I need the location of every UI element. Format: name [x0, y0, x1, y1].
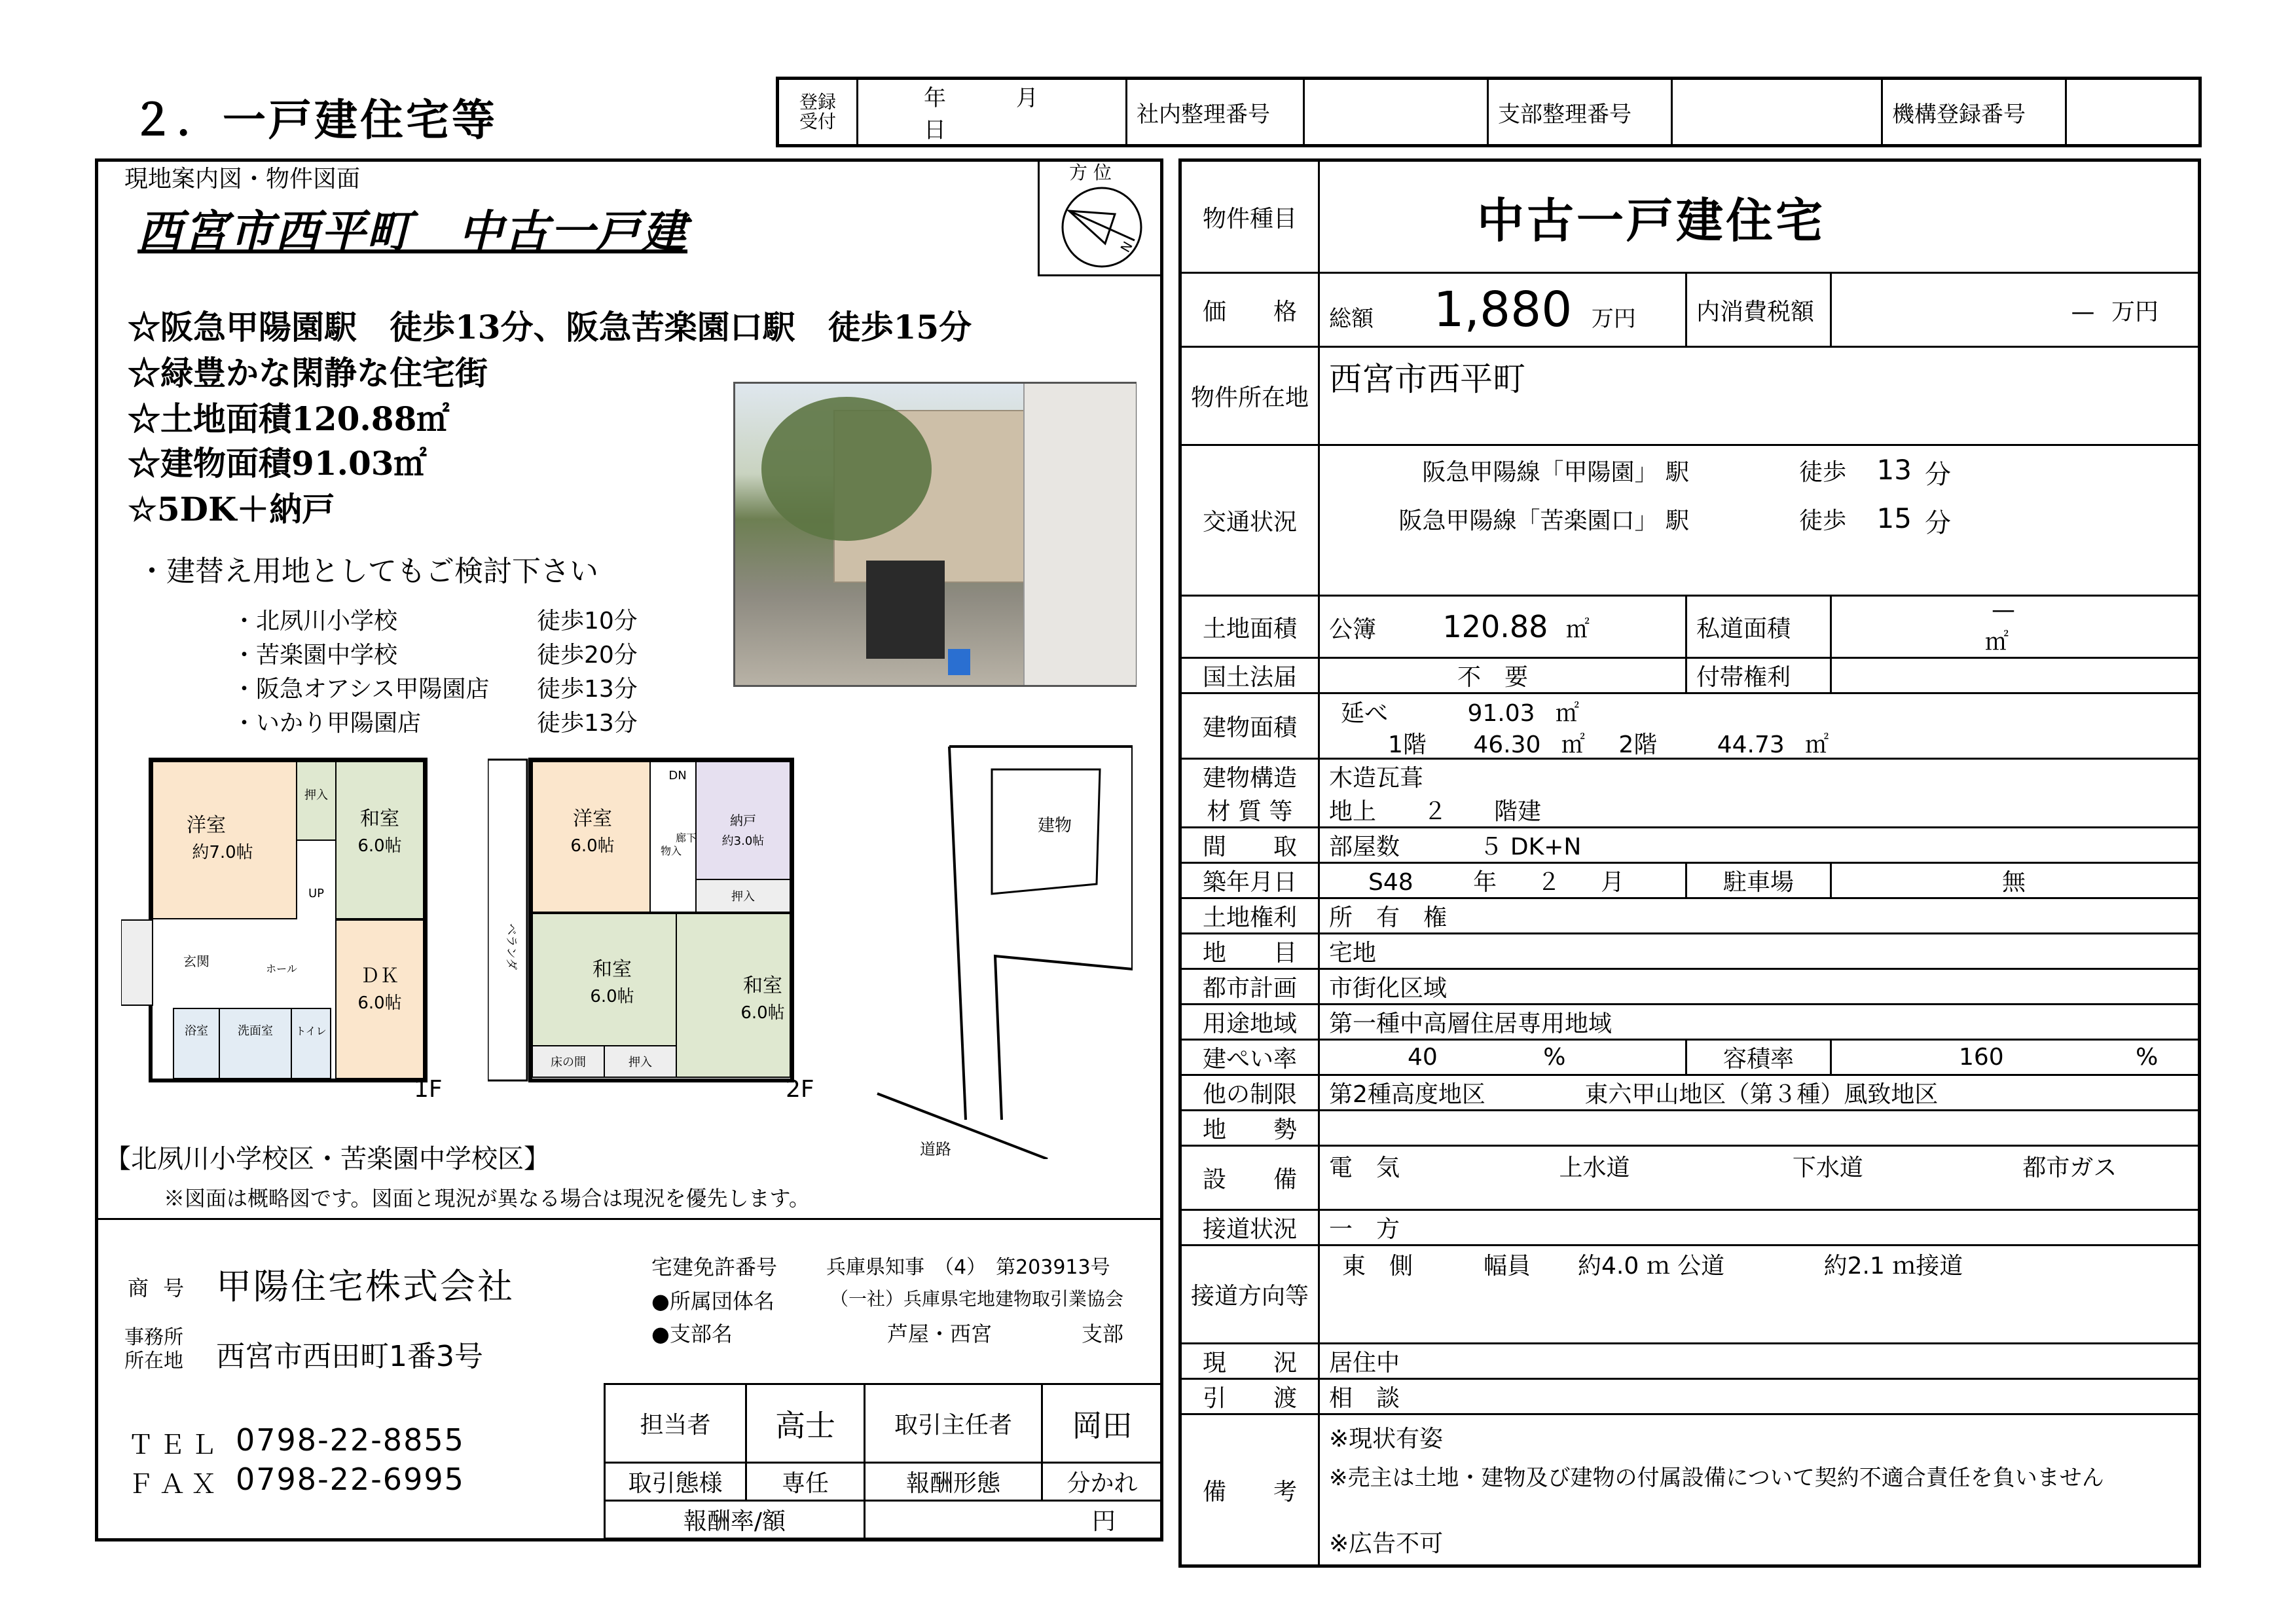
road-direction-label: 接道方向等 [1180, 1246, 1319, 1344]
svg-text:UP: UP [308, 887, 325, 900]
svg-text:DN: DN [668, 769, 687, 783]
floors-value: 地上 ２ 階建 [1319, 793, 2200, 828]
price-total [1319, 273, 1686, 347]
branch-name: 芦屋・西宮 [887, 1321, 993, 1346]
blue-bin [948, 649, 970, 675]
license-number: 兵庫県知事 （4） 第203913号 [826, 1256, 1110, 1279]
svg-text:約7.0帖: 約7.0帖 [192, 843, 253, 862]
group-name: （一社）兵庫県宅地建物取引業協会 [830, 1288, 1124, 1310]
traffic-row: 阪急甲陽線「甲陽園」 駅 徒歩 13 分 [1422, 454, 1951, 490]
svg-text:和室: 和室 [743, 974, 782, 997]
floor-1f-label: 1F [414, 1076, 443, 1103]
price-label: 価 格 [1180, 273, 1319, 347]
parking-label: 駐車場 [1686, 863, 1831, 898]
structure-label: 建物構造 [1180, 759, 1319, 794]
price-unit: 万円 [1591, 306, 1636, 332]
section-label: 現地案内図・物件図面 [124, 166, 361, 193]
chief-name: 岡田 [1042, 1384, 1163, 1463]
person-label: 担当者 [605, 1384, 746, 1463]
status-label: 現 況 [1180, 1344, 1319, 1379]
svg-text:納戸: 納戸 [730, 813, 756, 828]
property-photo [733, 382, 1137, 687]
nearby-item: ・苦楽園中学校 徒歩20分 [232, 642, 638, 669]
feature-layout: ☆5DK＋納戸 [128, 490, 335, 528]
facilities-label: 設 備 [1180, 1146, 1319, 1210]
svg-text:押入: 押入 [731, 890, 755, 904]
fee-unit: 円 [865, 1501, 1163, 1539]
city-plan-value: 市街化区域 [1319, 969, 2200, 1005]
svg-text:N: N [1117, 238, 1136, 255]
far-value: 160 % [1831, 1040, 2200, 1075]
location-label: 物件所在地 [1180, 347, 1319, 445]
spec-table [1178, 158, 2201, 1568]
company-address: 西宮市西田町1番3号 [216, 1340, 483, 1373]
room-western-1f [153, 762, 297, 919]
nearby-item: ・いかり甲陽園店 徒歩13分 [232, 710, 638, 737]
zone-label: 用途地域 [1180, 1005, 1319, 1040]
building-area-value: 延べ 91.03 ㎡ 1階 46.30 ㎡ 2階 44.73 ㎡ [1319, 693, 2200, 759]
svg-text:約3.0帖: 約3.0帖 [721, 834, 765, 848]
svg-text:床の間: 床の間 [551, 1056, 586, 1069]
svg-text:押入: 押入 [304, 788, 328, 802]
company-name: 甲陽住宅株式会社 [216, 1266, 515, 1307]
building-area-label: 建物面積 [1180, 693, 1319, 759]
floor-2f-label: 2F [786, 1076, 814, 1103]
branch-suffix: 支部 [1082, 1321, 1124, 1346]
fee-type-label: 報酬形態 [865, 1463, 1042, 1501]
received-label: 登録 受付 [778, 79, 858, 146]
fax-number: 0798-22-6995 [236, 1462, 465, 1497]
remarks-value: ※現状有姿 ※売主は土地・建物及び建物の付属設備について契約不適合責任を負いません ※広告不可 [1319, 1414, 2200, 1566]
parking-value: 無 [1831, 863, 2200, 898]
branch-label: ●支部名 [651, 1321, 733, 1346]
branch-no-label: 支部整理番号 [1488, 79, 1672, 146]
fax-label: ＦＡＸ [128, 1469, 222, 1500]
nearby-item: ・北夙川小学校 徒歩10分 [232, 608, 638, 635]
company-name-label: 商 号 [128, 1276, 189, 1301]
property-type: 中古一戸建住宅 [1319, 160, 2200, 273]
map-road-label: 道路 [920, 1140, 951, 1158]
floor-plan-1f [121, 753, 462, 1107]
land-right-value: 所 有 権 [1319, 898, 2200, 934]
office-label: 事務所 所在地 [124, 1326, 183, 1373]
far-label: 容積率 [1686, 1040, 1831, 1075]
traffic-value [1319, 445, 2200, 596]
agent-table [604, 1383, 1163, 1540]
svg-text:洋室: 洋室 [573, 807, 612, 830]
private-road-value: — ㎡ [1831, 596, 2200, 658]
feature-access: ☆阪急甲陽園駅 徒歩13分、阪急苦楽園口駅 徒歩15分 [128, 308, 972, 346]
location-value: 西宮市西平町 [1319, 347, 2200, 445]
svg-text:トイレ: トイレ [295, 1025, 327, 1037]
total-label: 総額 [1329, 306, 1374, 332]
structure-value: 木造瓦葺 [1319, 759, 2200, 794]
incidental-value [1831, 658, 2200, 693]
chief-label: 取引主任者 [865, 1384, 1042, 1463]
gate-shape [866, 561, 945, 659]
registration-table [776, 77, 2202, 147]
type-label: 物件種目 [1180, 160, 1319, 273]
svg-text:浴室: 浴室 [185, 1024, 208, 1038]
group-label: ●所属団体名 [651, 1289, 774, 1314]
land-right-label: 土地権利 [1180, 898, 1319, 934]
month-label: 月 [1015, 85, 1038, 111]
svg-text:洗面室: 洗面室 [238, 1024, 273, 1038]
status-value: 居住中 [1319, 1344, 2200, 1379]
svg-text:6.0帖: 6.0帖 [357, 836, 402, 856]
headline: 西宮市西平町 中古一戸建 [137, 206, 688, 258]
terrain-value [1319, 1111, 2200, 1146]
other-restriction-value: 第2種高度地区 東六甲山地区（第３種）風致地区 [1319, 1075, 2200, 1111]
org-no-label: 機構登録番号 [1882, 79, 2066, 146]
company-separator [95, 1218, 1163, 1220]
svg-text:6.0帖: 6.0帖 [740, 1003, 785, 1023]
coverage-label: 建ぺい率 [1180, 1040, 1319, 1075]
incidental-label: 付帯権利 [1686, 658, 1831, 693]
svg-text:物入: 物入 [660, 845, 682, 857]
delivery-value: 相 談 [1319, 1379, 2200, 1414]
national-land-label: 国土法届 [1180, 658, 1319, 693]
svg-text:和室: 和室 [592, 958, 632, 981]
layout-value: 部屋数 ５ DK+N [1319, 828, 2200, 863]
neighbor-wall [1023, 384, 1136, 685]
branch-no-value [1672, 79, 1882, 146]
land-area-value: 公簿 120.88 ㎡ [1319, 596, 1686, 658]
mode-value: 専任 [746, 1463, 865, 1501]
road-direction-value: 東 側 幅員 約4.0 ｍ 公道 約2.1 ｍ接道 [1319, 1246, 2200, 1344]
floor-plan-2f [488, 753, 828, 1107]
school-district: 【北夙川小学校区・苦楽園中学校区】 [105, 1144, 550, 1174]
land-category-value: 宅地 [1319, 934, 2200, 969]
site-map [871, 740, 1133, 1159]
coverage-value: 40 % [1319, 1040, 1686, 1075]
map-building-label: 建物 [1038, 816, 1072, 836]
zone-value: 第一種中高層住居専用地域 [1319, 1005, 2200, 1040]
feature-building-area: ☆建物面積91.03㎡ [128, 444, 427, 483]
total-price: 1,880 [1433, 282, 1573, 338]
tax-unit: 万円 [2111, 298, 2159, 325]
private-road-label: 私道面積 [1686, 596, 1831, 658]
fee-rate-label: 報酬率/額 [605, 1501, 865, 1539]
person-name: 高士 [746, 1384, 865, 1463]
company-no-value [1304, 79, 1488, 146]
company-no-label: 社内整理番号 [1127, 79, 1304, 146]
layout-label: 間 取 [1180, 828, 1319, 863]
tax-amount [1831, 273, 2200, 347]
svg-text:和室: 和室 [360, 807, 399, 830]
land-category-label: 地 目 [1180, 934, 1319, 969]
svg-text:6.0帖: 6.0帖 [357, 993, 402, 1013]
fee-type-value: 分かれ [1042, 1463, 1163, 1501]
delivery-label: 引 渡 [1180, 1379, 1319, 1414]
org-no-value [2066, 79, 2200, 146]
tel-label: ＴＥＬ [128, 1430, 222, 1460]
license-label: 宅建免許番号 [651, 1255, 778, 1280]
tel-number: 0798-22-8855 [236, 1422, 465, 1458]
year-label: 年 [924, 85, 946, 111]
other-restriction-label: 他の制限 [1180, 1075, 1319, 1111]
land-area-label: 土地面積 [1180, 596, 1319, 658]
national-land-value: 不 要 [1319, 658, 1686, 693]
tax-label: 内消費税額 [1686, 273, 1831, 347]
svg-text:洋室: 洋室 [187, 814, 226, 837]
received-date [858, 79, 1127, 146]
facilities-value: 電 気 上水道 下水道 都市ガス [1319, 1146, 2200, 1210]
svg-text:押入: 押入 [629, 1056, 652, 1069]
compass-icon [1053, 181, 1151, 273]
direction-label: 方 位 [1069, 162, 1112, 183]
day-label: 日 [924, 117, 946, 143]
traffic-row: 阪急甲陽線「苦楽園口」 駅 徒歩 15 分 [1398, 502, 1951, 538]
traffic-label: 交通状況 [1180, 445, 1319, 596]
nearby-item: ・阪急オアシス甲陽園店 徒歩13分 [232, 676, 638, 703]
svg-text:ベランダ: ベランダ [504, 923, 518, 970]
direction-box [1038, 158, 1163, 276]
rebuild-note: ・建替え用地としてもご検討下さい [137, 555, 598, 588]
mode-label: 取引態様 [605, 1463, 746, 1501]
road-access-label: 接道状況 [1180, 1210, 1319, 1246]
feature-land-area: ☆土地面積120.88㎡ [128, 399, 450, 438]
tree-shape [761, 397, 932, 541]
tax-value: — [2071, 298, 2095, 325]
drawing-disclaimer: ※図面は概略図です。図面と現況が異なる場合は現況を優先します。 [164, 1186, 810, 1211]
page-title: ２．一戸建住宅等 [131, 95, 498, 145]
svg-text:ホール: ホール [266, 963, 297, 975]
terrain-label: 地 勢 [1180, 1111, 1319, 1146]
svg-text:玄関: 玄関 [183, 953, 210, 969]
svg-text:ＤＫ: ＤＫ [360, 965, 399, 987]
road-access-value: 一 方 [1319, 1210, 2200, 1246]
material-label: 材 質 等 [1180, 793, 1319, 828]
nearby-list [232, 602, 665, 739]
built-value: S48 年 ２ 月 [1319, 863, 1686, 898]
city-plan-label: 都市計画 [1180, 969, 1319, 1005]
svg-text:6.0帖: 6.0帖 [590, 987, 634, 1006]
feature-environment: ☆緑豊かな閑静な住宅街 [128, 354, 488, 392]
remarks-label: 備 考 [1180, 1414, 1319, 1566]
built-label: 築年月日 [1180, 863, 1319, 898]
svg-text:6.0帖: 6.0帖 [570, 836, 615, 856]
svg-text:廊下: 廊下 [675, 832, 697, 844]
